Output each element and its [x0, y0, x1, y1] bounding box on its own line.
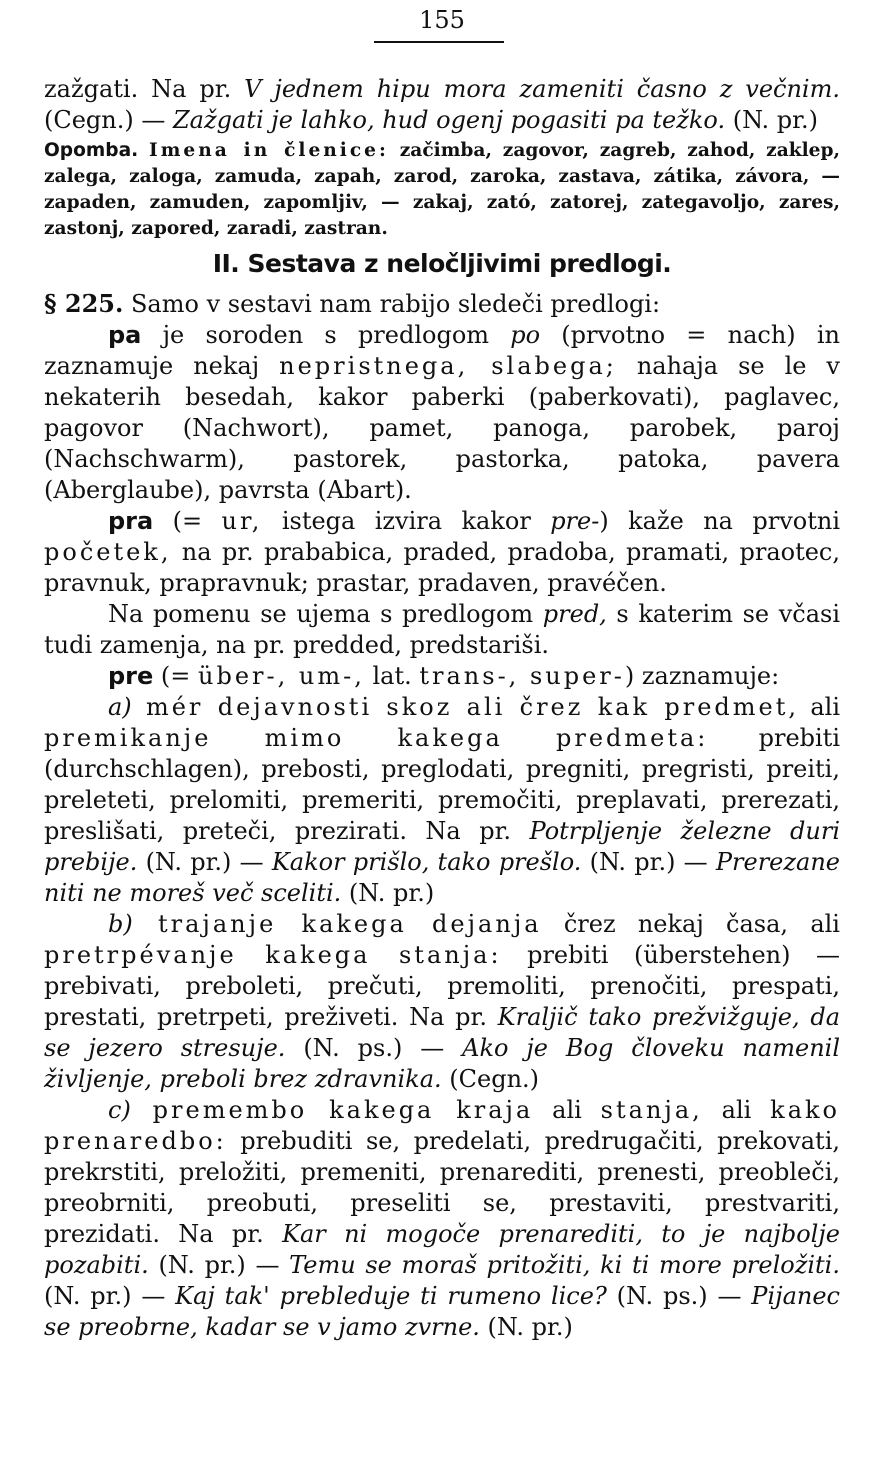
pre-text-3: ) zaznamuje: — [624, 662, 780, 690]
pre-text-1: (= — [153, 662, 199, 690]
pre-b-letter: b) — [108, 910, 133, 938]
pra-spaced-1: ur, — [221, 507, 263, 535]
pra-spaced-2: početek, — [44, 538, 172, 566]
pre-a-paragraph — [44, 692, 840, 909]
pra-paragraph — [44, 506, 840, 599]
pre-a-text-5: (N. pr.) — [341, 879, 435, 907]
opomba-label: Opomba. — [44, 140, 139, 161]
pre-c-spaced-3: kako prenaredbo: — [44, 1096, 840, 1155]
intro-example-2: Zažgati je lahko, hud ogenj pogasiti pa težko. — [173, 106, 726, 134]
pre-c-text-3: prebuditi se, predelati, predrugačiti, prekovati, prekrstiti, preložiti, premeniti, prenarediti, prenesti, preobleči, preobrniti, preobuti, preseliti se, prestaviti, prestvariti, prezidati. Na pr. — [44, 1127, 840, 1248]
pre-a-text-1: ali — [799, 693, 840, 721]
pre-spaced-1: über-, um-, — [198, 662, 365, 690]
pre-c-text-4: (N. pr.) — — [148, 1251, 290, 1279]
pre-term: pre — [108, 662, 154, 690]
pre-paragraph — [44, 661, 840, 692]
pra-italic-1: pre- — [550, 507, 600, 535]
opomba-note — [44, 138, 840, 242]
pre-b-paragraph — [44, 909, 840, 1095]
section-number: § 225. — [44, 289, 124, 318]
intro-source-1: (Cegn.) — — [44, 106, 173, 134]
opomba-spaced: Imena in členice: — [149, 140, 389, 161]
pre-b-spaced-1: trajanje kakega dejanja — [132, 910, 542, 938]
pre-c-text-2: ali — [702, 1096, 771, 1124]
pomen-italic-1: pred, — [542, 600, 607, 628]
page-body — [44, 74, 840, 1343]
pre-c-text-7: (N. pr.) — [479, 1313, 573, 1341]
pa-text-2: (prvotno = nach) in zaznamuje nekaj — [44, 321, 840, 380]
pre-c-paragraph — [44, 1095, 840, 1343]
pra-text-4: na pr. prababica, praded, pradoba, pramati, praotec, pravnuk, prapravnuk; prastar, pradaven, pravéčen. — [44, 538, 840, 597]
pre-b-text-1: črez nekaj časa, ali — [541, 910, 840, 938]
pra-text-2: istega izvira kakor — [262, 507, 551, 535]
pre-a-italic-3: Prerezane niti ne moreš več sceliti. — [44, 848, 840, 907]
pre-c-letter: c) — [108, 1096, 131, 1124]
pa-paragraph — [44, 320, 840, 506]
pomen-paragraph — [44, 599, 840, 661]
pra-text-3: ) kaže na prvotni — [599, 507, 840, 535]
pre-a-text-4: (N. pr.) — — [581, 848, 716, 876]
pa-italic-1: po — [510, 321, 541, 349]
pre-b-italic-2: Ako je Bog človeku namenil življenje, preboli brez zdravnika. — [44, 1034, 841, 1093]
pre-c-text-5: (N. pr.) — — [44, 1282, 176, 1310]
pre-c-spaced-1: premembo kakega kraja — [130, 1096, 534, 1124]
pre-a-letter: a) — [108, 693, 132, 721]
pomen-text-1: Na pomenu se ujema s predlogom — [108, 600, 543, 628]
section-heading: II. Sestava z neločljivimi predlogi. — [212, 249, 672, 278]
intro-paragraph — [44, 74, 840, 136]
pre-b-text-3: (N. ps.) — — [285, 1034, 463, 1062]
pre-b-spaced-2: pretrpévanje kakega stanja: — [44, 941, 502, 969]
pre-a-italic-1: Potrpljenje železne duri prebije. — [44, 817, 840, 876]
pre-b-text-4: (Cegn.) — [441, 1065, 540, 1093]
pre-c-spaced-2: stanja, — [600, 1096, 703, 1124]
pre-a-spaced-1: mér dejavnosti skoz ali črez kak predmet, — [131, 693, 800, 721]
pre-c-italic-1: Kar ni mogoče prenarediti, to je najbolje pozabiti. — [44, 1220, 840, 1279]
pre-c-text-6: (N. ps.) — — [606, 1282, 752, 1310]
pre-c-text-1: ali — [533, 1096, 601, 1124]
pa-spaced-1: nepristnega, slabega; — [279, 352, 617, 380]
pomen-text-2: s katerim se včasi tudi zamenja, na pr. predded, predstariši. — [44, 600, 841, 659]
pre-c-italic-2: Temu se moraš pritožiti, ki ti more preložiti. — [289, 1251, 840, 1279]
pre-text-2: lat. — [364, 662, 420, 690]
opomba-text: začimba, zagovor, zagreb, zahod, zaklep, zalega, zaloga, zamuda, zapah, zarod, zaroka, zastava, zátika, závora, — zapaden, zamuden, zapomljiv, — zakaj, zató, zatorej, zategavoljo, zares, zastonj, zapored, zaradi, zastran. — [44, 140, 840, 239]
intro-text: zažgati. Na pr. — [44, 75, 245, 103]
pre-a-spaced-2: premikanje mimo kakega predmeta: — [44, 724, 709, 752]
section-text: Samo v sestavi nam rabijo sledeči predlogi: — [123, 290, 661, 318]
pra-text-1: (= — [153, 507, 222, 535]
pre-a-text-2: prebiti (durchschlagen), prebosti, preglodati, pregniti, pregristi, preiti, preleteti, prelomiti, premeriti, premočiti, preplavati, prerezati, preslišati, preteči, prezirati. Na pr. — [44, 724, 841, 845]
pa-term: pa — [108, 321, 142, 349]
pre-spaced-2: trans-, super- — [419, 662, 625, 690]
intro-example-1: V jednem hipu mora zameniti časno z večnim. — [244, 75, 840, 103]
pre-c-italic-4: Pijanec se preobrne, kadar se v jamo zvrne. — [44, 1282, 840, 1341]
pra-term: pra — [108, 507, 154, 535]
pre-c-italic-3: Kaj tak' prebleduje ti rumeno lice? — [175, 1282, 607, 1310]
pre-b-italic-1: Kraljič tako prežvižguje, da se jezero stresuje. — [44, 1003, 841, 1062]
header-rule — [374, 41, 504, 43]
section-paragraph — [44, 288, 840, 320]
pre-a-italic-2: Kakor prišlo, tako prešlo. — [271, 848, 582, 876]
page-number: 155 — [419, 6, 465, 34]
pa-text-1: je soroden s predlogom — [141, 321, 511, 349]
pa-text-3: nahaja se le v nekaterih besedah, kakor paberki (paberkovati), paglavec, pagovor (Nachwort), pamet, panoga, parobek, paroj (Nachschwarm), pastorek, pastorka, patoka, pavera (Aberglaube), pavrsta (Abart). — [44, 352, 840, 504]
pre-b-text-2: prebiti (überstehen) — prebivati, preboleti, prečuti, premoliti, prenočiti, prespati, prestati, pretrpeti, preživeti. Na pr. — [44, 941, 841, 1031]
pre-a-text-3: (N. pr.) — — [137, 848, 272, 876]
intro-source-2: (N. pr.) — [725, 106, 818, 134]
